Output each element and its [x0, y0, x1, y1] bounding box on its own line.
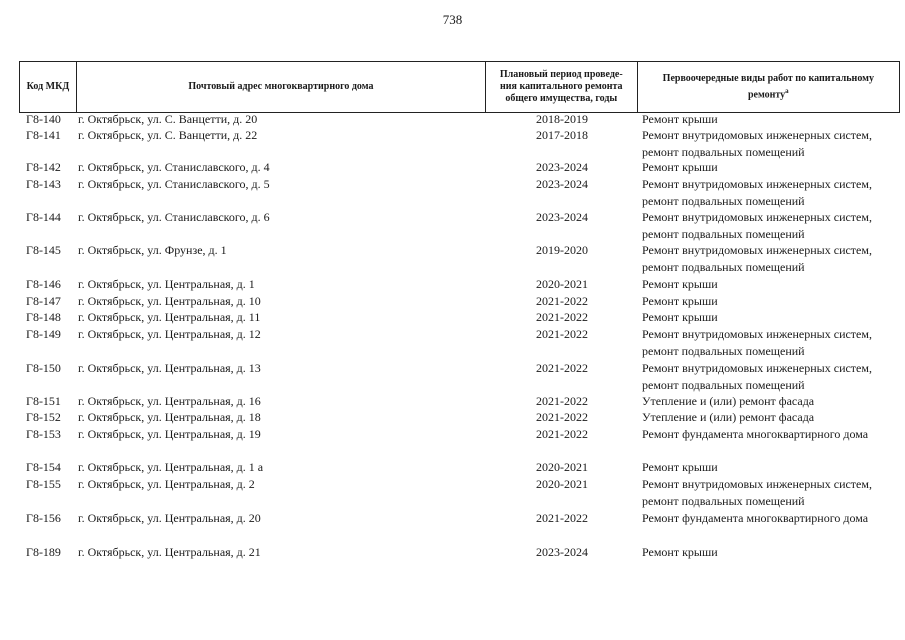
- row-period: 2023-2024: [536, 177, 588, 191]
- row-works: Ремонт фундамента многоквартирного дома: [642, 427, 869, 441]
- row-code: Г8-147: [26, 294, 61, 308]
- row-address: г. Октябрьск, ул. Центральная, д. 20: [78, 511, 261, 525]
- row-period: 2020-2021: [536, 460, 588, 474]
- row-address: г. Октябрьск, ул. Центральная, д. 1: [78, 277, 255, 291]
- row-code: Г8-142: [26, 160, 61, 174]
- row-works: Ремонт крыши: [642, 545, 718, 559]
- row-address: г. Октябрьск, ул. Станиславского, д. 5: [78, 177, 270, 191]
- row-address: г. Октябрьск, ул. Центральная, д. 11: [78, 310, 261, 324]
- row-period: 2021-2022: [536, 294, 588, 308]
- row-code: Г8-143: [26, 177, 61, 191]
- row-period: 2018-2019: [536, 112, 588, 126]
- row-period: 2021-2022: [536, 310, 588, 324]
- row-code: Г8-150: [26, 361, 61, 375]
- row-address: г. Октябрьск, ул. Центральная, д. 21: [78, 545, 261, 559]
- row-code: Г8-144: [26, 210, 61, 224]
- row-works: Ремонт внутридомовых инженерных систем, ремонт подвальных помещений: [642, 477, 872, 508]
- row-address: г. Октябрьск, ул. С. Ванцетти, д. 20: [78, 112, 258, 126]
- row-works: Ремонт крыши: [642, 460, 718, 474]
- repair-table: [19, 61, 900, 559]
- row-works: Утепление и (или) ремонт фасада: [642, 394, 815, 408]
- row-works: Ремонт крыши: [642, 277, 718, 291]
- page-number: 738: [442, 12, 463, 27]
- row-period: 2017-2018: [536, 128, 588, 142]
- row-works: Ремонт внутридомовых инженерных систем, ремонт подвальных помещений: [642, 243, 872, 274]
- row-period: 2023-2024: [536, 160, 588, 174]
- row-code: Г8-153: [26, 427, 61, 441]
- row-address: г. Октябрьск, ул. Станиславского, д. 6: [78, 210, 270, 224]
- row-address: г. Октябрьск, ул. С. Ванцетти, д. 22: [78, 128, 258, 142]
- row-period: 2020-2021: [536, 477, 588, 491]
- row-code: Г8-145: [26, 243, 61, 257]
- row-code: Г8-154: [26, 460, 61, 474]
- row-works: Ремонт внутридомовых инженерных систем, ремонт подвальных помещений: [642, 210, 872, 241]
- row-address: г. Октябрьск, ул. Центральная, д. 10: [78, 294, 261, 308]
- row-works: Ремонт крыши: [642, 294, 718, 308]
- row-address: г. Октябрьск, ул. Центральная, д. 13: [78, 361, 261, 375]
- row-address: г. Октябрьск, ул. Центральная, д. 2: [78, 477, 255, 491]
- row-address: г. Октябрьск, ул. Центральная, д. 18: [78, 410, 261, 424]
- header-code: Код МКД: [20, 62, 77, 112]
- row-code: Г8-152: [26, 410, 61, 424]
- row-address: г. Октябрьск, ул. Центральная, д. 1 а: [78, 460, 264, 474]
- row-works: Ремонт фундамента многоквартирного дома: [642, 511, 869, 525]
- footnote-mark: а: [785, 86, 789, 95]
- row-period: 2021-2022: [536, 327, 588, 341]
- row-code: Г8-155: [26, 477, 61, 491]
- row-code: Г8-151: [26, 394, 61, 408]
- row-period: 2021-2022: [536, 394, 588, 408]
- row-code: Г8-141: [26, 128, 61, 142]
- row-period: 2021-2022: [536, 427, 588, 441]
- header-period: Плановый период проведе- ния капитального ремонта общего имущества, годы: [486, 62, 638, 112]
- row-code: Г8-189: [26, 545, 61, 559]
- row-works: Ремонт крыши: [642, 160, 718, 174]
- row-works: Ремонт внутридомовых инженерных систем, ремонт подвальных помещений: [642, 177, 872, 208]
- row-period: 2021-2022: [536, 410, 588, 424]
- row-works: Ремонт внутридомовых инженерных систем, ремонт подвальных помещений: [642, 128, 872, 159]
- row-period: 2021-2022: [536, 361, 588, 375]
- header-works: Первоочередные виды работ по капитальному ремонту$^а$: [662, 72, 874, 101]
- row-address: г. Октябрьск, ул. Центральная, д. 12: [78, 327, 261, 341]
- row-code: Г8-146: [26, 277, 61, 291]
- row-address: г. Октябрьск, ул. Центральная, д. 19: [78, 427, 261, 441]
- row-code: Г8-156: [26, 511, 61, 525]
- row-address: г. Октябрьск, ул. Центральная, д. 16: [78, 394, 261, 408]
- row-works: Утепление и (или) ремонт фасада: [642, 410, 815, 424]
- row-period: 2021-2022: [536, 511, 588, 525]
- row-period: 2020-2021: [536, 277, 588, 291]
- row-code: Г8-148: [26, 310, 61, 324]
- row-period: 2019-2020: [536, 243, 588, 257]
- row-code: Г8-140: [26, 112, 61, 126]
- row-works: Ремонт крыши: [642, 310, 718, 324]
- row-works: Ремонт крыши: [642, 112, 718, 126]
- header-address: Почтовый адрес многоквартирного дома: [77, 62, 486, 112]
- row-works: Ремонт внутридомовых инженерных систем, ремонт подвальных помещений: [642, 327, 872, 358]
- table-header: [19, 61, 900, 113]
- row-code: Г8-149: [26, 327, 61, 341]
- row-period: 2023-2024: [536, 545, 588, 559]
- row-address: г. Октябрьск, ул. Фрунзе, д. 1: [78, 243, 227, 257]
- row-works: Ремонт внутридомовых инженерных систем, ремонт подвальных помещений: [642, 361, 872, 392]
- row-address: г. Октябрьск, ул. Станиславского, д. 4: [78, 160, 270, 174]
- row-period: 2023-2024: [536, 210, 588, 224]
